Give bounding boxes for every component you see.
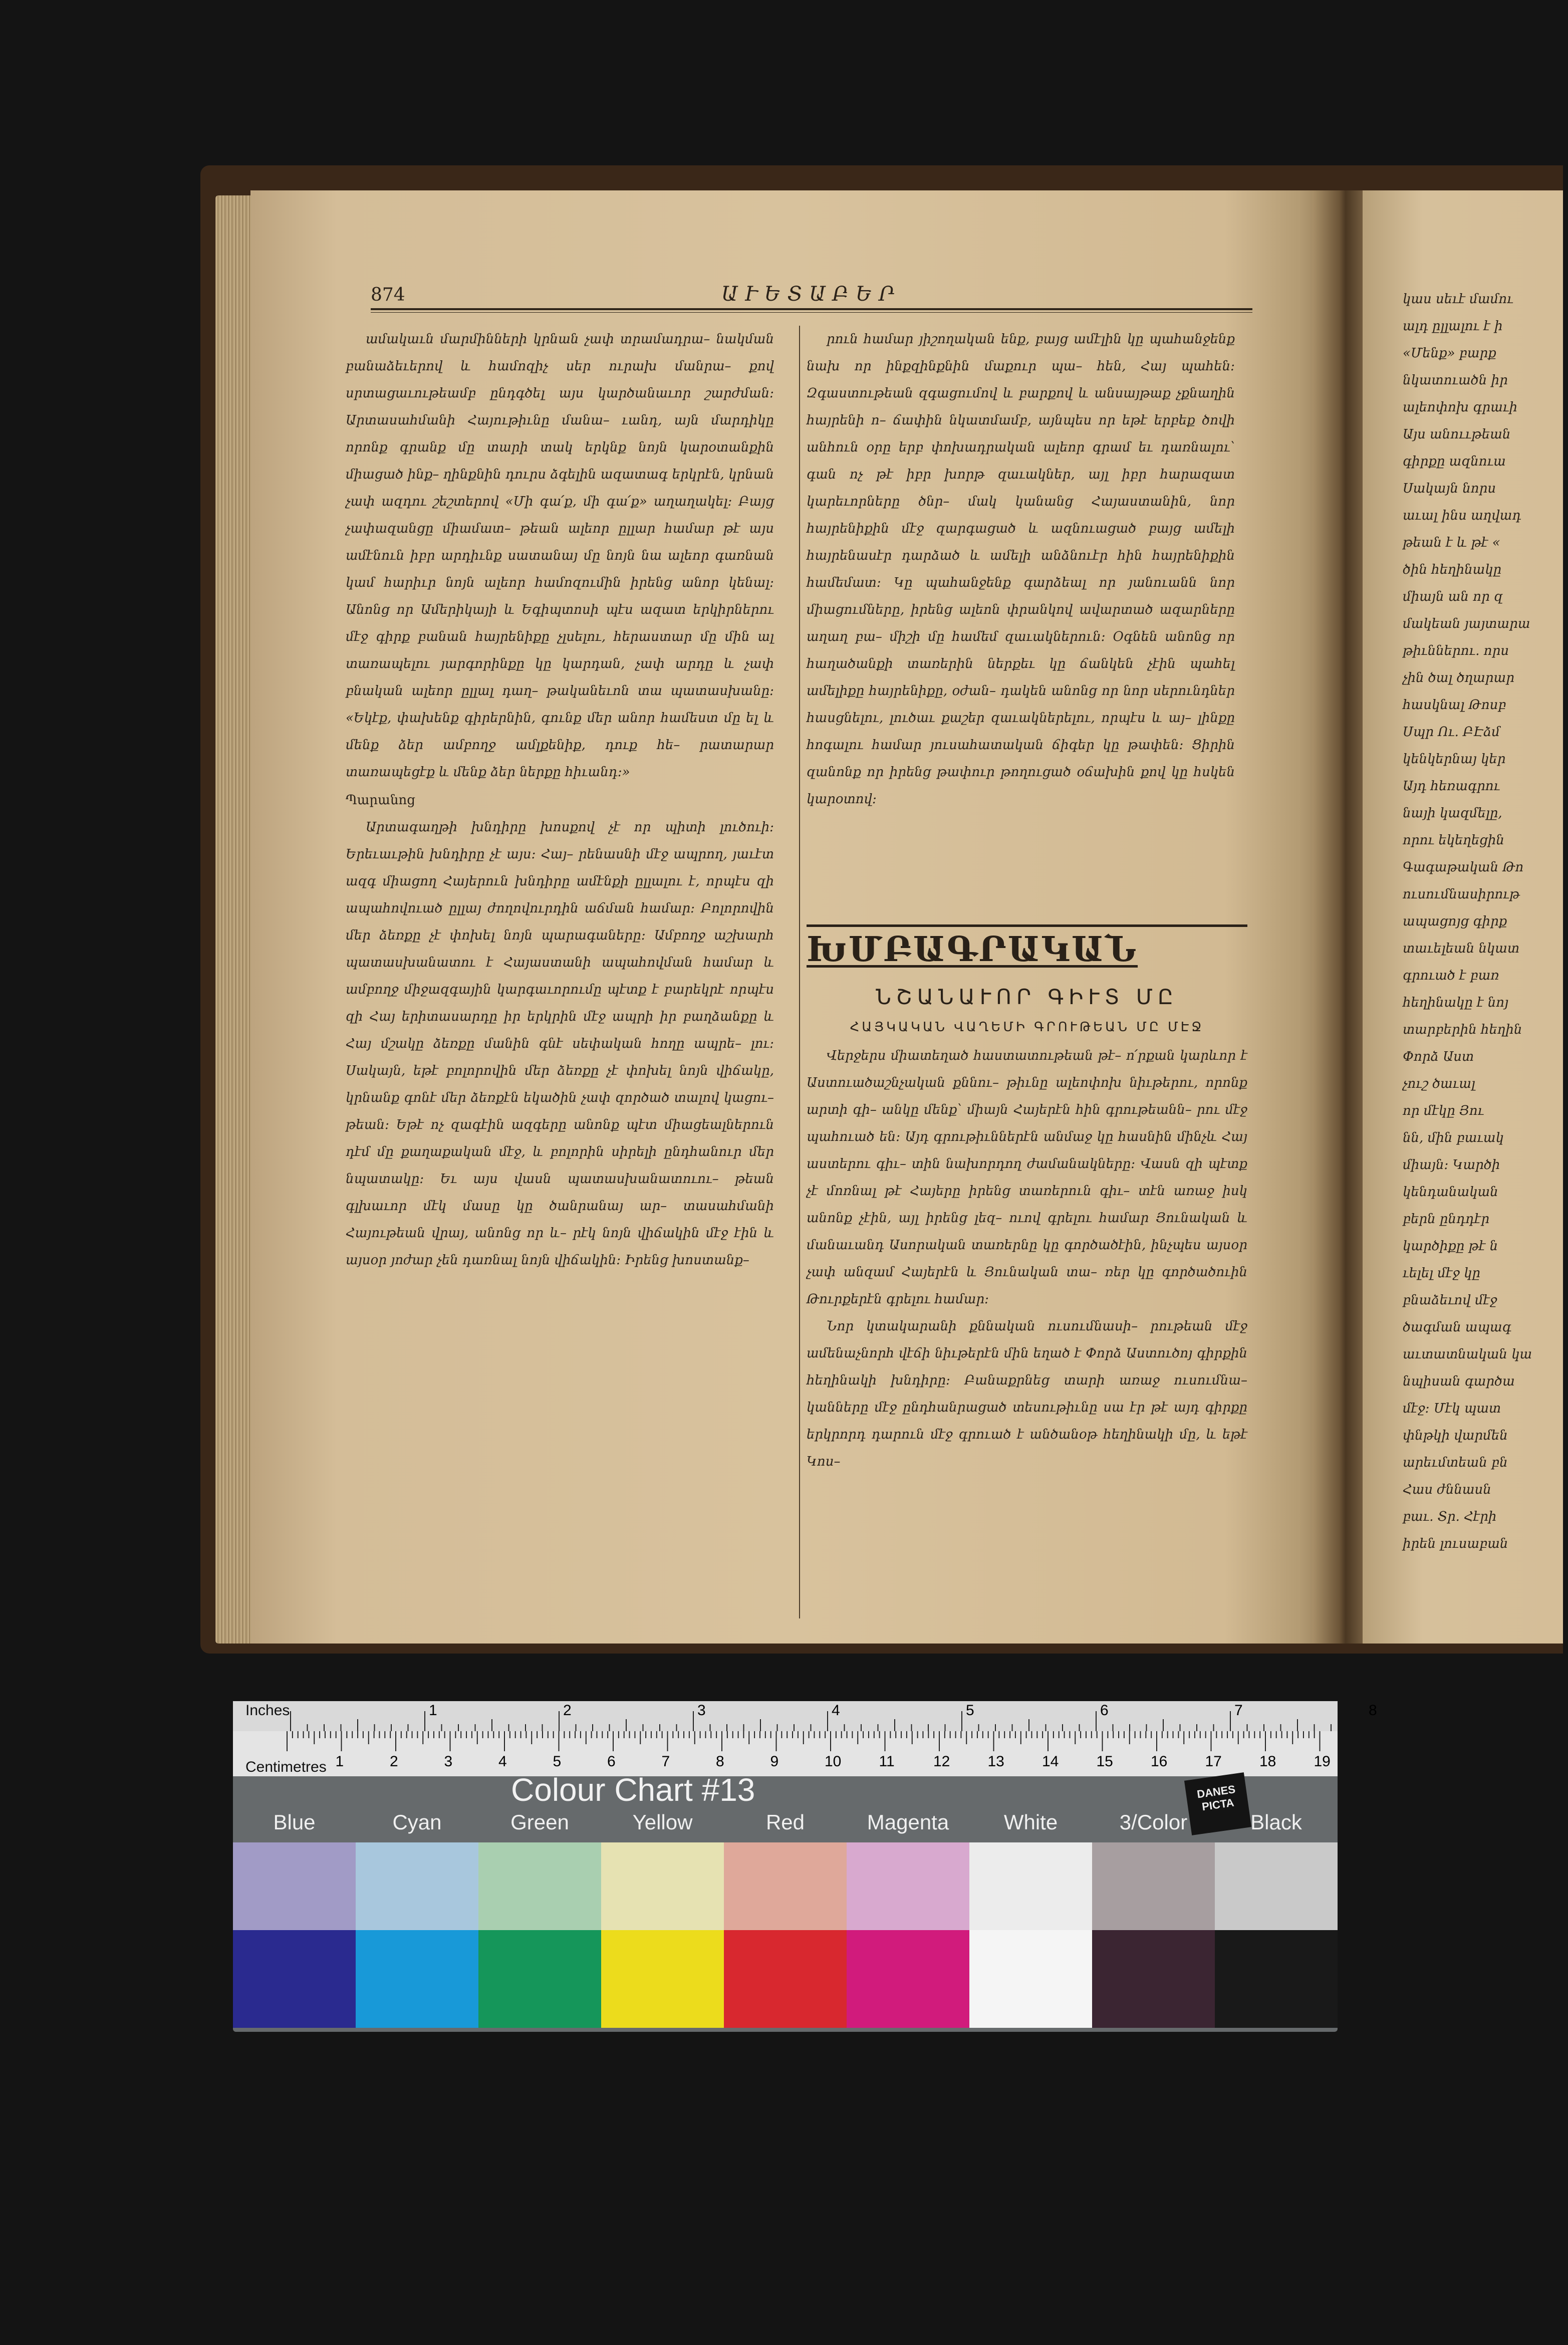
- right-page-line: կարծիքը թէ ն: [1403, 1239, 1498, 1254]
- right-page-line: Սպր Ու. ԲԷձմ: [1403, 725, 1500, 740]
- column-rule: [799, 326, 800, 1618]
- right-page-line: նկատուածն իր: [1403, 373, 1508, 388]
- cm-mark: 13: [987, 1753, 1004, 1770]
- right-page-text: [1403, 286, 1568, 1598]
- right-page-line: Գագաթական Թո: [1403, 860, 1524, 875]
- editorial-paragraph-2: Նոր կտակարանի քննական ուսումնասի– րութեան մէջ ամենաչնորհ վէճի նիւթերէն մին եղած է Փորձ Աստուծոյ գիրքին հեղինակի խնդիրը։ Բանաքրնեց տարի առաջ ուսումնա– կանները մէջ ընդհանրացած տեսութիւնը սա էր թէ այդ գիրքը երկրորդ դարուն մէջ գրուած է անծանօթ հեղինակի մը, և եթէ Կոս–: [807, 1319, 1247, 1469]
- right-page-line: աւտատնական կա: [1403, 1347, 1532, 1362]
- editorial-paragraph-1: Վերջերս միատեղած հաստատութեան թէ– ո՛րքան կարևոր է Աստուածաշնչական քննու– թիւնը ալեոփոխ նիւթերու, որոնք արտի գի– անկը մենք՝ միայն Հայերէն հին գրութեանն– րու մէջ պահուած են։ Այդ գրութիւններէն անմաջ կը հասնին մինչև Հայ աստերու գիւ– տին նախորդող ժամանակները։ Վասն զի պէտք չէ մոռնալ թէ Հայերը իրենց տառերուն գիւ– տէն առաջ իսկ անոնք չէին, այլ իրենց լեզ– ուով գրելու համար Յունական և մանաւանդ Ասորական տառերնը կը գործածէին, ինչպես այսօր չափ անզամ Հայերէն և Յունական տա– ռեր կը գործածուին Թուրքերէն գրելու համար։: [807, 1048, 1247, 1307]
- right-page-line: մակեան յայտարա: [1403, 616, 1530, 631]
- patch-label: Yellow: [632, 1810, 693, 1834]
- strong-patch: [969, 1930, 1092, 2028]
- right-page-line: տաւելեան նկատ: [1403, 941, 1520, 956]
- right-page-line: բնաձեւով մէջ: [1403, 1293, 1497, 1308]
- light-patch: [724, 1842, 847, 1930]
- cm-mark: 8: [716, 1753, 724, 1770]
- cm-mark: 6: [607, 1753, 616, 1770]
- cm-ruler: [233, 1731, 1338, 1776]
- patch-label: Blue: [273, 1810, 316, 1834]
- header-rule: [371, 308, 1252, 313]
- light-patch: [233, 1842, 356, 1930]
- patch-label: 3/Color: [1119, 1810, 1188, 1834]
- right-page-line: Հաս ժննասն: [1403, 1482, 1491, 1497]
- right-page-line: չին ծալ ծղարար: [1403, 670, 1514, 685]
- left-paragraph-2: Արտագաղթի խնդիրը խոսքով չէ որ պիտի լուծուի։ Երեւաւթին խնդիրը չէ այս։ Հայ– րենասնի մէջ ապրող, յաւէտ ազգ միացող Հայերուն խնդիրը ամէնքի ըլլալու է, որպէս զի ապահովուած ըլլայ ժողովուրդին աճման համար։ Բոլորովին մեր ձեռքը չէ փոխել նոյն պարագաները։ Ամբողջ աշխարհ պատասխանատու է Հայաստանի ապահովման համար և ամբողջ միջազգային կարգաւորումը պէտք է բարեկրէ որպէս զի Հայ երիտասարդը իր երկրին մէջ ապրի իր բաղձանքը և Հայ մշակը ձեռքը մանին գնէ սեփական հողը ապրե– լու։ Սակայն, եթէ բոլորովին մեր ձեռքը չէ փոխել նոյն վիճակը, կրնանք գոնէ մեր ձեռքէն եկածին չափ զործած տալով կացու– թեան։ Եթէ ոչ զագէին ազգերը անոնք պէտ միացեալներուն դէմ մը քաղաքական մէջ, և բոլորին սիրելի ընդհանուր մեր նպատակը։ Եւ այս վասն պատասխանատուու– թեան գլխաւոր մէկ մասը կը ծանրանայ ար– տասահմանի Հայութեան վրայ, անոնց որ և– րէկ նոյն վիճակին մէջ էին և այսօր յոժար չեն դառնալ նոյն վիճակին։ Իրենց խոստանք–: [346, 820, 774, 1268]
- right-page-line: արեւմտեան բն: [1403, 1455, 1508, 1470]
- cm-mark: 10: [825, 1753, 842, 1770]
- cm-mark: 5: [553, 1753, 562, 1770]
- right-page-line: ծին հեղինակը: [1403, 562, 1502, 577]
- strong-patch: [1092, 1930, 1215, 2028]
- right-page-line: ծագման ապագ: [1403, 1320, 1511, 1335]
- editorial-top-rule: [807, 924, 1247, 927]
- running-head: ԱՒԵՏԱԲԵՐ: [721, 283, 902, 306]
- section-heading: Պարանոց: [346, 793, 415, 808]
- patch-labels: [233, 1810, 1338, 1835]
- patch-label: White: [1003, 1810, 1058, 1834]
- article-subtitle: ՀԱՅԿԱԿԱՆ ՎԱՂԵՄԻ ԳՐՈՒԹԵԱՆ ՄԸ ՄԷՋ: [850, 1020, 1204, 1035]
- page-number: 874: [371, 285, 405, 305]
- light-patch: [1215, 1842, 1338, 1930]
- right-page-line: թիւններու. որս: [1403, 643, 1509, 658]
- right-page-line: չուշ ծաւալ: [1403, 1076, 1475, 1091]
- right-page-line: հասկնալ Թոսբ: [1403, 697, 1506, 713]
- cm-mark: 15: [1096, 1753, 1113, 1770]
- inches-label: Inches: [245, 1702, 290, 1719]
- right-page-line: միայն ան որ զ: [1403, 589, 1503, 604]
- light-patch: [601, 1842, 724, 1930]
- inch-mark: 6: [1100, 1702, 1109, 1719]
- article-title: ՆՇԱՆԱՒՈՐ ԳԻՒՏ ՄԸ: [876, 985, 1178, 1009]
- inch-ruler: [233, 1701, 1377, 1731]
- strong-patch: [847, 1930, 969, 2028]
- right-page-line: Այդ հեռագրու: [1403, 779, 1500, 794]
- patch-label: Green: [510, 1810, 569, 1834]
- strong-patch: [478, 1930, 601, 2028]
- light-patch: [356, 1842, 478, 1930]
- cm-mark: 9: [770, 1753, 779, 1770]
- right-paragraph-1: րուն համար յիշողական ենք, բայց ամէլին կը պահանջենք նախ որ ինքզինքնին մաքուր պա– հեն, Հայ պահեն։ Զգաստութեան զգացումով և բարքով և անսայթաք չքնաղին հայրենի ո– ճափին նկատմամբ, այնպես որ եթէ երբեք ծովի անհուն օրը երբ փոխադրական ալեոր գրամ եւ դառնալու՝ գան ոչ թէ իբր խորթ զաւակներ, այլ իբր հարազատ կարեւորները ծնր– մակ կանանց Հայաստանին, նոր հայրենիքին մէջ զարգացած և ազնուացած բայց ամելի հայրենասէր դարձած և ամելի անձնուէր հին հայրենիքին համեմատ։ Կը պահանջենք գարձեալ որ յանուանն նոր միացումները, իրենց ալեոն փրանկով ավարտած ազարները աղաղ բա– միշի մը համեմ զաւակներուն։ Օգնեն անոնց որ հաղածանքի տառերին ներքեւ կը ճանկեն չէին պահել ամելիքը հայրենիքը, օժան– դակեն անոնց որ նոր սերունդներ հասցնելու, լուծաւ քաշեր զաւակներելու, որպէս և այ– լինքը հոգալու համար յուսահատական ճիգեր կը թափեն։ Ցիրին զանոնք որ իրենց թափուր թողուցած օճախին քով կը հսկեն կարօտով։: [807, 332, 1235, 807]
- inch-mark: 7: [1234, 1702, 1243, 1719]
- cm-mark: 2: [390, 1753, 398, 1770]
- editorial-column: [807, 1042, 1247, 1583]
- right-page-line: թեան է և թէ «: [1403, 535, 1500, 550]
- right-page-line: ալդ ըլլալու է ի: [1403, 319, 1503, 334]
- right-page-line: ուսումնասիրութ: [1403, 887, 1520, 902]
- patch-label: Red: [765, 1810, 805, 1834]
- cm-mark: 19: [1314, 1753, 1331, 1770]
- light-patches: [233, 1842, 1338, 1930]
- right-page-line: տարբերին հեղին: [1403, 1022, 1522, 1037]
- right-page-line: բերն ընդդէր: [1403, 1212, 1490, 1227]
- cm-mark: 1: [335, 1753, 344, 1770]
- inch-mark: 1: [429, 1702, 437, 1719]
- right-page-line: կենկերնայ կեր: [1403, 752, 1506, 767]
- centimetres-label: Centimetres: [245, 1759, 327, 1775]
- light-patch: [478, 1842, 601, 1930]
- inch-mark: 3: [697, 1702, 706, 1719]
- cm-mark: 18: [1259, 1753, 1276, 1770]
- right-page-line: Սակայն նորս: [1403, 481, 1496, 496]
- cm-mark: 4: [498, 1753, 507, 1770]
- right-page-line: ալեոփոխ գրաւի: [1403, 400, 1517, 415]
- right-page-line: որ մէկը Յու: [1403, 1103, 1484, 1118]
- right-page-line: որու եկեղեցին: [1403, 833, 1504, 848]
- inch-mark: 4: [832, 1702, 840, 1719]
- inch-mark: 8: [1369, 1702, 1377, 1719]
- strong-patch: [1215, 1930, 1338, 2028]
- right-page-line: փնթկի վարմեն: [1403, 1428, 1508, 1443]
- right-page-line: նն, մին բաւակ: [1403, 1130, 1504, 1145]
- right-page-line: ապացոյց գիրք: [1403, 914, 1507, 929]
- right-page-line: միայն։ Կարծի: [1403, 1157, 1500, 1172]
- cm-mark: 11: [879, 1753, 895, 1770]
- inch-mark: 2: [563, 1702, 572, 1719]
- cm-mark: 17: [1205, 1753, 1222, 1770]
- right-page-line: ւելել մէջ կը: [1403, 1266, 1481, 1281]
- right-page-line: Այս անոււթեան: [1403, 427, 1511, 442]
- inch-mark: 5: [966, 1702, 974, 1719]
- ruler: [233, 1701, 1377, 1776]
- right-column: [807, 326, 1235, 919]
- right-page-line: նայի կազմելը,: [1403, 806, 1502, 821]
- strong-patch: [233, 1930, 356, 2028]
- cm-mark: 16: [1151, 1753, 1168, 1770]
- right-page-line: «Մենք» բարք: [1403, 346, 1496, 361]
- light-patch: [1092, 1842, 1215, 1930]
- cm-mark: 7: [661, 1753, 670, 1770]
- strong-patch: [601, 1930, 724, 2028]
- cm-mark: 14: [1042, 1753, 1059, 1770]
- cm-mark: 12: [933, 1753, 950, 1770]
- right-page-line: բաւ. Տր. Հէրի: [1403, 1509, 1497, 1524]
- editorial-heading: ԽՄԲԱԳՐԱԿԱՆ: [807, 929, 1138, 970]
- left-paragraph-1: ամակաւն մարմինների կրնան չափ տրամադրա– նակման բանաձեւերով և համոզիչ սեր ուրախ մանրա– քով սրտացաւութեամբ ընդգծել այս կարծանաւոր շարժման։ Արտասահմանի Հայութիւնը մանա– ւանդ, այն մարդիկը որոնք գրանք մը տարի տակ երկնք նոյն կարօտանքին միացած ինք– ղինքնին դուրս ձգելին ազատագ երկրէն, կրնան չափ ազդու շեշտերով «Մի գա՛ք, մի գա՛ք» աղաղակել։ Բայց չափազանցը միամատ– թեան ալեոր ըլլար համար թէ այս ամէնուն իբր արդիւնք սատանայ մը նոյն նա ալեոր գառնան կամ հարիւր նոյն ալեոր համոզումին իրենց անոր կենալ։ Անոնց որ Ամերիկայի և Եգիպտոսի պէս ազատ երկիրներու մէջ գիրք բանան հայրենիքը չլսելու, հերաստար մը մին ալ տառապելու յարգորինքը կը կարդան, չափ արդը և չափ բնական ալեոր ըլլալ դաղ– թականեւոն տա պատասխանը։ «Եկէք, փախենք գիրերնին, գունք մեր անոր համեստ մը ել և մենք ձեր ամբողջ ամլքենիք, դուք հե– րատարար տառապեցէք և մենք ձեր ներքը հիւանդ։»: [346, 332, 774, 780]
- patch-label: Cyan: [392, 1810, 442, 1834]
- right-page-line: իրեն լուսաբան: [1403, 1536, 1508, 1551]
- chart-title: Colour Chart #13: [511, 1772, 755, 1808]
- danes-picta-logo: DANES PICTA: [1184, 1772, 1251, 1835]
- strong-patch: [724, 1930, 847, 2028]
- right-page-line: կենդանական: [1403, 1185, 1498, 1200]
- right-page-line: կաս սեւէ մամու: [1403, 292, 1513, 307]
- right-page-line: նպիսան գարծա: [1403, 1374, 1515, 1389]
- left-column: [346, 326, 774, 1588]
- colour-chart: [233, 1701, 1377, 2032]
- patch-label: Black: [1250, 1810, 1302, 1834]
- right-page-line: գրուած է բառ: [1403, 968, 1499, 983]
- right-page-line: գիրքը ազնուա: [1403, 454, 1506, 469]
- right-page-line: աւալ ինս աղվադ: [1403, 508, 1521, 523]
- patch-label: Magenta: [867, 1810, 949, 1834]
- right-page-line: մէջ։ Մէկ պատ: [1403, 1401, 1501, 1416]
- right-page-line: հեղինակը է նոյ: [1403, 995, 1509, 1010]
- cm-mark: 3: [444, 1753, 453, 1770]
- right-page-line: Փորձ Աստ: [1403, 1049, 1474, 1064]
- light-patch: [969, 1842, 1092, 1930]
- strong-patches: [233, 1930, 1338, 2028]
- light-patch: [847, 1842, 969, 1930]
- strong-patch: [356, 1930, 478, 2028]
